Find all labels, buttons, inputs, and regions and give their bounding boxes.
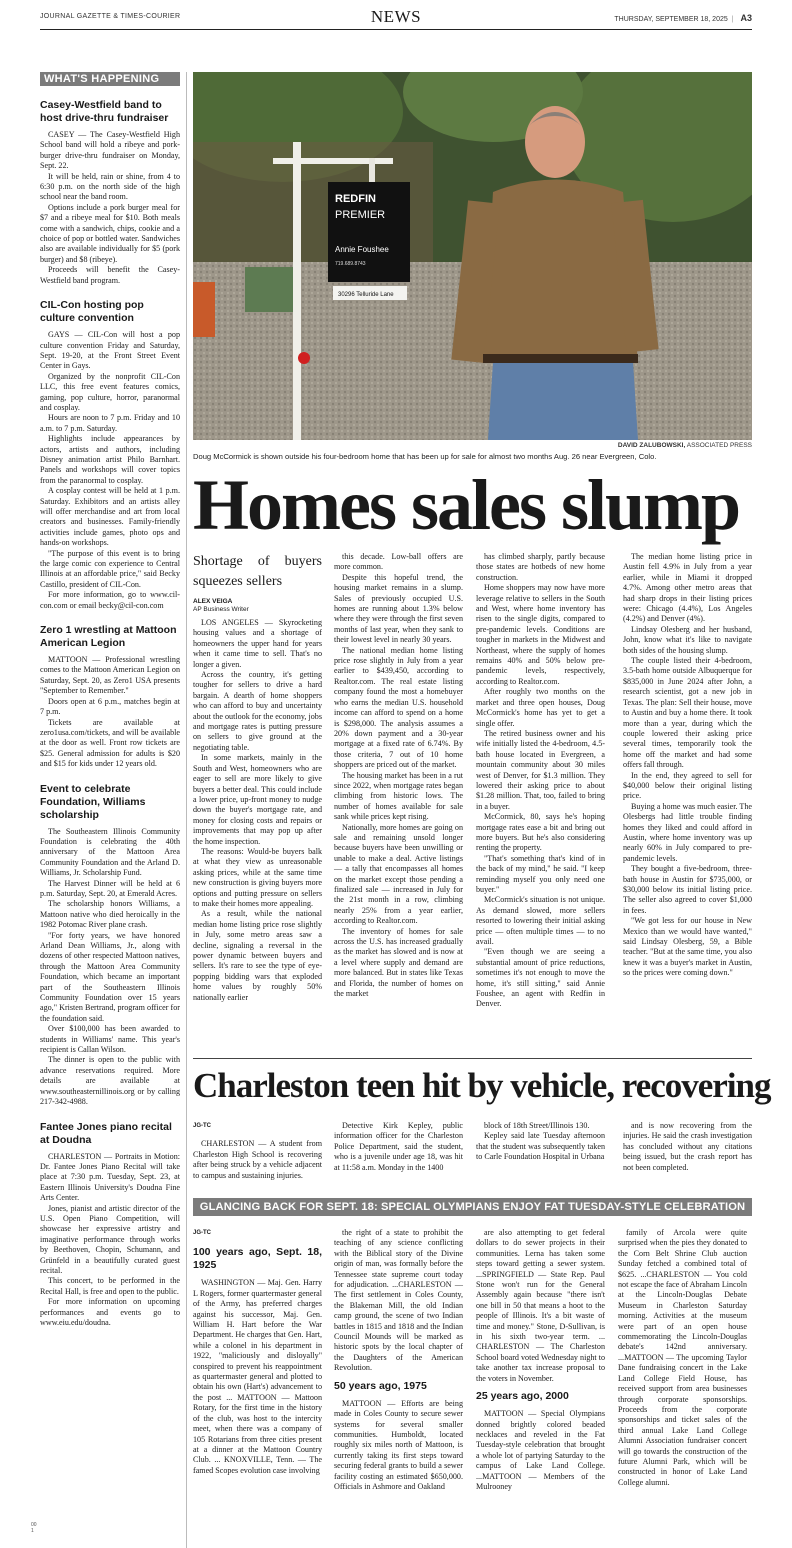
section-name: NEWS (370, 7, 422, 26)
story-paragraph: this decade. Low-ball offers are more common. (334, 552, 463, 572)
story-text (476, 552, 605, 1010)
rail-item-title: Event to celebrate Foundation, Williams scholarship (40, 782, 146, 821)
story3-column-2 (334, 1228, 463, 1492)
rail-item-text: Proceeds will benefit the Casey-Westfield band program. (40, 265, 180, 285)
rail-item-text: For more information on upcoming performances and events go to www.eiu.edu/doudna. (40, 1297, 180, 1327)
rail-heading: WHAT'S HAPPENING (40, 72, 180, 86)
rail-item-text: This concert, to be performed in the Recital Hall, is free and open to the public. (40, 1276, 180, 1296)
story-column-2 (334, 552, 463, 999)
section-rule (193, 1058, 752, 1059)
photo-caption: Doug McCormick is shown outside his four-bedroom home that has been up for sale for almost two months Aug. 26 near Evergreen, Colo. (193, 452, 657, 461)
rail-item-text: The Harvest Dinner will be held at 6 p.m. Saturday, Sept. 20, at Emerald Acres. (40, 878, 180, 898)
story-text (623, 552, 752, 979)
story-paragraph: The retired business owner and his wife initially listed the 4-bedroom, 4.5-bath house located in Evergreen, a mountain community about 30 miles west of Denver, for $1.3 million. They lowered their asking price to about $1.28 million. That, too, failed to bring in a buyer. (476, 728, 605, 811)
rail-item-text: CHARLESTON — Portraits in Motion: Dr. Fantee Jones Piano Recital will take place at 7:30 p.m. Tuesday, Sept. 23, at Eastern Illinois University's Doudna Fine Arts Center. (40, 1151, 180, 1203)
story2-column-4 (623, 1121, 752, 1173)
rail-item-text: MATTOON — Professional wrestling comes to the Mattoon American Legion on Saturday, Sept. 20, as Zero1 USA presents "September to Remember." (40, 655, 180, 696)
rail-item-text: Jones, pianist and artistic director of the U.S. Open Piano Competition, will showcase her expressive artistry and imaginative performance through works by Beethoven, Chopin, Schumann, and Grünfeld in a beautifully curated guest recital. (40, 1203, 180, 1275)
issue-date: THURSDAY, SEPTEMBER 18, 2025 (614, 16, 728, 23)
sign-brand: REDFIN (335, 193, 376, 205)
story-paragraph: In some markets, mainly in the South and West, homeowners who are eager to sell are more likely to give buyers a better deal. This could include a lower price, up-front money to nudge down the buyer's mortgage rate, and money for closing costs and repairs or improvements that may pop up after the home inspection. (193, 753, 322, 846)
story-text: the right of a state to prohibit the teaching of any science conflicting with the Biblical story of the Divine origin of man, was formally before the Tennessee state supreme court today for adjudication. ...CHARLESTON — The first settlement in Coles County, the Blakeman Mill, the old Indian camp ground, the scene of two Indian battles in 1815 and 1818 and the Indian Council Mounds will be marked as historic spots by the local chapter of the Daughters of the American Revolution. (334, 1228, 463, 1373)
glancing-back-banner: GLANCING BACK FOR SEPT. 18: SPECIAL OLYMPIANS ENJOY FAT TUESDAY-STYLE CELEBRATION (193, 1198, 752, 1216)
photo-illustration (193, 72, 752, 440)
story-text: MATTOON — Special Olympians donned brightly colored beaded necklaces and reveled in the Fat Tuesday-style celebration that brought a whole lot of partying Saturday to the campus of Lake Land College. ...MATTOON — Members of the Mulrooney (476, 1409, 605, 1491)
rail-item-text: Tickets are available at zero1usa.com/tickets, and will be available at the door as well. Front row tickets are $25. General admission for adults is $20 and $15 for kids under 12 years old. (40, 717, 180, 769)
story2-column-1 (193, 1121, 322, 1181)
secondary-headline: Charleston teen hit by vehicle, recovering (193, 1066, 771, 1105)
story-text: WASHINGTON — Maj. Gen. Harry L Rogers, former quartermaster general of the Army, has preferred charges against his successor, Maj. Gen. William H. Hart before the War Department. He charges that Gen. Hart, while a colonel in his department in 1922, "maliciously and disloyally" conspired to prevent his reappointment as quartermaster general and plotted to obtain his own (Hart's) advancement to the post ... MATTOON — Mattoon Rotary, for the first time in the history of the club, was host to the intercity meet, when there was a company of 105 Rotarians from three cities present at a dinner at the Mattoon Country Club. ... KNOXVILLE, Tenn. — The famed Scopes evolution case involving (193, 1278, 322, 1475)
rail-item-text: Highlights include appearances by actors, artists and authors, including Disney animation artist Philo Barnhart. Panels and workshops will cover topics from the paranormal to cosplay. (40, 434, 180, 485)
rail-item-text: It will be held, rain or shine, from 4 to 6:30 p.m. on the north side of the high school near the band room. (40, 171, 180, 202)
story-paragraph: McCormick, 80, says he's hoping mortgage rates ease a bit and bring out more buyers. But he's also considering renting the property. (476, 812, 605, 853)
story-paragraph: Lindsay Olesberg and her husband, John, know what it's like to navigate both sides of the housing slump. (623, 624, 752, 655)
story-paragraph: Nationally, more homes are going on sale and remaining unsold longer because buyers have been unwilling or unable to make a deal. Active listings — a tally that encompasses all homes on the market except those pending a finalized sale — increased in July for the 21st month in a row, climbing nearly 25% from a year earlier, according to Realtor.com. (334, 822, 463, 926)
section-subhead: 25 years ago, 2000 (476, 1390, 569, 1403)
rail-item-text: The scholarship honors Williams, a Mattoon native who died heroically in the 1982 Potomac River plane crash. (40, 899, 180, 930)
story3-column-3 (476, 1228, 605, 1492)
photo-credit (193, 442, 752, 449)
story-text (334, 552, 463, 999)
story-paragraph: Kepley said late Tuesday afternoon that the student was subsequently taken to Carle Foundation Hospital in Urbana (476, 1131, 605, 1162)
rail-item-text: The Southeastern Illinois Community Foundation is celebrating the 40th anniversary of the Mattoon Area Community Foundation and the Arland D. Williams, Jr. Scholarship Fund. (40, 826, 180, 878)
story-tag: JG-TC (193, 1230, 211, 1236)
story-paragraph: The housing market has been in a rut since 2022, when mortgage rates began climbing from historic lows. The number of homes available for sale sank while prices kept rising. (334, 770, 463, 822)
rail-item-text: Hours are noon to 7 p.m. Friday and 10 a.m. to 7 p.m. Saturday. (40, 413, 180, 433)
rail-item-title: CIL-Con hosting pop culture convention (40, 299, 144, 325)
story-text (476, 1121, 605, 1163)
story-paragraph: LOS ANGELES — Skyrocketing housing values and a shortage of homeowners the upper hand for years when it came time to sell. That's no longer a given. (193, 618, 322, 669)
photo-agency: ASSOCIATED PRESS (686, 442, 752, 449)
story-paragraph: They bought a five-bedroom, three-bath house in Austin for $735,000, or $30,000 below its initial listing price. The seller also agreed to cover $1,000 in fees. (623, 864, 752, 915)
byline-role: AP Business Writer (193, 606, 249, 613)
story-paragraph: The reasons: Would-be buyers balk at what they view as unreasonable asking prices, while at the same time new construction is giving buyers more options and putting pressure on sellers to make their homes more appealing. (193, 846, 322, 908)
story-paragraph: Buying a home was much easier. The Olesbergs had little trouble finding homes they liked and could afford in Austin, where home inventory was up nearly 60% in July compared to pre-pandemic levels. (623, 801, 753, 863)
story-text: family of Arcola were quite surprised when the pies they donated to the Corn Belt Shrine Club auction Sunday fetched a combined total of $625. ...CHARLESTON — You cold not escape the face of Abraham Lincoln at the Lincoln-Douglas Debate Museum in Charleston Saturday morning. Activities at the museum were part of an open house commemorating the Lincoln-Douglas debate's 142nd anniversary. ...MATTOON — The upcoming Taylor Dane fundraising concert in the Lake Land College Field House, has received support from area businesses through corporate sponsorships. Proceeds from the corporate sponsorships and ticket sales of the third annual Lake Land College Alumni Association fundraiser concert will go towards the construction of the future Alumni Park, which will be constructed in honor of Lake Land College alumni. (618, 1228, 747, 1487)
story-paragraph: "That's something that's kind of in the back of my mind," he said. "I keep reminding myself you only need one buyer." (476, 853, 605, 894)
rail-items (40, 99, 180, 1328)
rail-item-text: CASEY — The Casey-Westfield High School band will hold a ribeye and pork-burger drive-thru fundraiser on Monday, Sept. 22. (40, 130, 180, 171)
story-text: and is now recovering from the injuries. He said the crash investigation has concluded without any citations being issued, but the crash report has not been completed. (623, 1121, 752, 1172)
story-charleston (193, 1121, 752, 1191)
rail-item-text: For more information, go to www.cil-con.com or email becky@cil-con.com (40, 590, 180, 610)
story-paragraph: "Even though we are seeing a substantial amount of price reductions, sometimes it's not enough to move the home, it's still sitting," said Annie Foushee, an agent with Redfin in Denver. (476, 947, 605, 1009)
story-paragraph: The inventory of homes for sale across the U.S. has increased gradually as the market has slowed and is now at a level where supply and demand are more balanced. But in states like Texas and Florida, the number of homes on the market (334, 926, 463, 999)
rail-item-text: "For forty years, we have honored Arland Dean Williams, Jr., along with dozens of other respected Mattoon natives, through the Mattoon Area Community Foundation, which became an important part of the Southeastern Illinois Community Foundation over 15 years ago," Kristen Bertrand, program officer for the foundation said. (40, 930, 180, 1023)
story-paragraph: has climbed sharply, partly because those states are hotbeds of new home construction. (476, 552, 605, 582)
story-paragraph: As a result, while the national median home listing price rose slightly in July, some metro areas saw a decline, signaling a reversal in the power dynamic between buyers and sellers. It's rare to see the type of eye-popping bidding wars that exploded home values by roughly 50% nationally earlier (193, 909, 322, 1002)
sign-agent: Annie Foushee (335, 245, 389, 254)
story2-column-3 (476, 1121, 605, 1163)
dateline: THURSDAY, SEPTEMBER 18, 2025 | A3 (614, 13, 752, 23)
rail-item-text: Over $100,000 has been awarded to students in Williams' name. This year's recipient is Callan Wilson. (40, 1024, 180, 1055)
sign-line: PREMIER (335, 209, 386, 221)
story-text: CHARLESTON — A student from Charleston High School is recovering after being struck by a vehicle adjacent to campus and sustaining injuries. (193, 1139, 322, 1180)
rail-item-text: The dinner is open to the public with advance reservations required. More details are available at www.southeasternillinois.org or by calling 217-342-4988. (40, 1055, 180, 1107)
story3-column-1 (193, 1228, 322, 1476)
masthead (40, 8, 752, 30)
story-homes (193, 552, 752, 1052)
story-text (193, 618, 322, 1003)
page-code: 00 (31, 1522, 37, 1528)
photographer-name: DAVID ZALUBOWSKI, (617, 442, 686, 449)
story-paragraph: Despite this hopeful trend, the housing market remains in a slump. Sales of previously occupied U.S. homes are running about 1.3% below where they were through the first seven months of last year, when they sank to their lowest level in nearly 30 years. (334, 572, 463, 645)
story-text: are also attempting to get federal dollars to do sewer projects in their communities. Lerna has taken some steps toward getting a sewer system. ...SPRINGFIELD — State Rep. Paul Stone won't run for the General Assembly again because "there isn't one bill in 50 that means a hoot to the people of Illinois. It's a bit waste of time and money." Stone, D-Sullivan, is in his sixth two-year term. ... CHARLESTON — The Charleston School board voted Wednesday night to take another tax increase proposal to the voters in November. (476, 1228, 605, 1383)
rail-item-text: Options include a pork burger meal for $7 and a ribeye meal for $10. Both meals come with a sandwich, chips, cookie and a choice of pop or bottled water. Sandwiches also are available individually for $5 (pork burger) and $8 (ribeye). (40, 202, 180, 264)
rail-item-title: Zero 1 wrestling at Mattoon American Legion (40, 624, 177, 650)
rail-item-title: Fantee Jones piano recital at Doudna (40, 1120, 172, 1146)
page-code: 1 (31, 1528, 34, 1534)
paper-name: JOURNAL GAZETTE & TIMES-COURIER (40, 13, 181, 20)
story-text: Detective Kirk Kepley, public information officer for the Charleston Police Department, said the student, who is a juvenile under age 18, was hit at 11:58 a.m. Monday in the 1400 (334, 1121, 463, 1172)
section-subhead: 50 years ago, 1975 (334, 1379, 427, 1392)
sign-address: 30296 Telluride Lane (338, 292, 394, 298)
rail-item-text: Doors open at 6 p.m., matches begin at 7 p.m. (40, 696, 180, 717)
story-column-4 (623, 552, 752, 979)
story-paragraph: "We got less for our house in New Mexico than we would have wanted," said Lindsay Olesberg, 59, a Bible teacher. "But at the same time, you also knew it was a buyer's market in Austin, so the prices were coming down." (623, 916, 752, 978)
sign-phone: 719.689.8743 (335, 261, 366, 267)
rail-item-text: "The purpose of this event is to bring the large comic con experience to Central Illinois at an affordable price," said Becky Castillo, president of CIL-Con. (40, 548, 180, 589)
rail-item-text: A cosplay contest will be held at 1 p.m. Saturday. Exhibitors and an artists alley will offer merchandise and art from local creators and businesses. Family-friendly activities include games, photo ops and hands-on workshops. (40, 486, 180, 548)
byline: ALEX VEIGA (193, 598, 233, 605)
story-paragraph: In the end, they agreed to sell for $40,000 below their original listing price. (623, 770, 752, 801)
section-subhead: 100 years ago, Sept. 18, 1925 (193, 1246, 322, 1272)
story-column-1 (193, 552, 322, 1003)
story-paragraph: The national median home listing price rose slightly in July from a year earlier to $439,450, according to Realtor.com. The real estate listing company found the most a homebuyer who earns the median U.S. household income can afford to spend on a home is $298,000. The analysis assumes a 20% down payment and a 30-year mortgage at a fixed rate of 6.74%. By those criteria, 7 out of 10 home shoppers are priced out of the market. (334, 645, 463, 770)
lead-photo (193, 72, 752, 440)
story-paragraph: The median home listing price in Austin fell 4.9% in July from a year earlier, while in Miami it dropped 4.7%. Among other metro areas that had sharp drops in their listing prices were: Chicago (4.4%), Los Angeles (4.2%) and Denver (4%). (623, 552, 752, 624)
story3-column-4 (618, 1228, 747, 1488)
column-divider (186, 72, 187, 1548)
rail-item-title: Casey-Westfield band to host drive-thru fundraiser (40, 99, 169, 124)
main-headline: Homes sales slump (193, 465, 740, 545)
story-paragraph: The couple listed their 4-bedroom, 3.5-bath home outside Albuquerque for $835,000 in June 2024 after John, a research scientist, got a new job in Texas. The plan: Sell their house, move to Austin and buy a home there. It took more than a year, during which the couple lowered their asking price several times, temporarily took the home off the market and had some offers fall through. (623, 656, 752, 770)
rail-item-text: Organized by the nonprofit CIL-Con LLC, this free event features comics, gaming, pop culture, horror, paranormal and cosplay. (40, 371, 180, 412)
story-paragraph: Home shoppers may now have more leverage relative to sellers in the South and West, where home inventory has risen to the single digits, compared to pre-pandemic levels. Conditions are tougher in markets in the Midwest and Northeast, where the supply of homes remains 40% and 50% below pre-pandemic levels, respectively, according to Realtor.com. (476, 583, 605, 686)
page-number: A3 (740, 13, 752, 23)
story-paragraph: McCormick's situation is not unique. As demand slowed, more sellers resorted to lowering their initial asking price — often multiple times — to no avail. (476, 895, 605, 947)
story-paragraph: After roughly two months on the market and three open houses, Doug McCormick's home has yet to get a single offer. (476, 687, 605, 728)
story-deck: Shortage of buyers squeezes sellers (193, 554, 322, 589)
story-paragraph: Across the country, it's getting tougher for sellers to drive a hard bargain. A dearth of home shoppers who can afford to buy and uncertainty about the outlook for the economy, jobs and mortgage rates is putting pressure on sellers to give ground at the negotiating table. (193, 670, 322, 752)
story-paragraph: block of 18th Street/Illinois 130. (484, 1121, 590, 1130)
rail-item-text: GAYS — CIL-Con will host a pop culture convention Friday and Saturday, Sept. 19-20, at the Front Street Event Center in Gays. (40, 330, 180, 371)
story-text: MATTOON — Efforts are being made in Coles County to secure sewer systems for several smaller communities. Humboldt, located roughly six miles north of Mattoon, is currently taking its first steps toward securing federal grants to build a sewer facility costing an estimated $650,000. Officials in Ashmore and Oakland (334, 1398, 463, 1491)
whats-happening-rail (40, 72, 180, 1328)
page-codes (31, 1522, 37, 1534)
story-tag: JG-TC (193, 1123, 211, 1129)
story-column-3 (476, 552, 605, 1010)
story2-column-2 (334, 1121, 463, 1173)
story-glancing-back (193, 1228, 752, 1548)
